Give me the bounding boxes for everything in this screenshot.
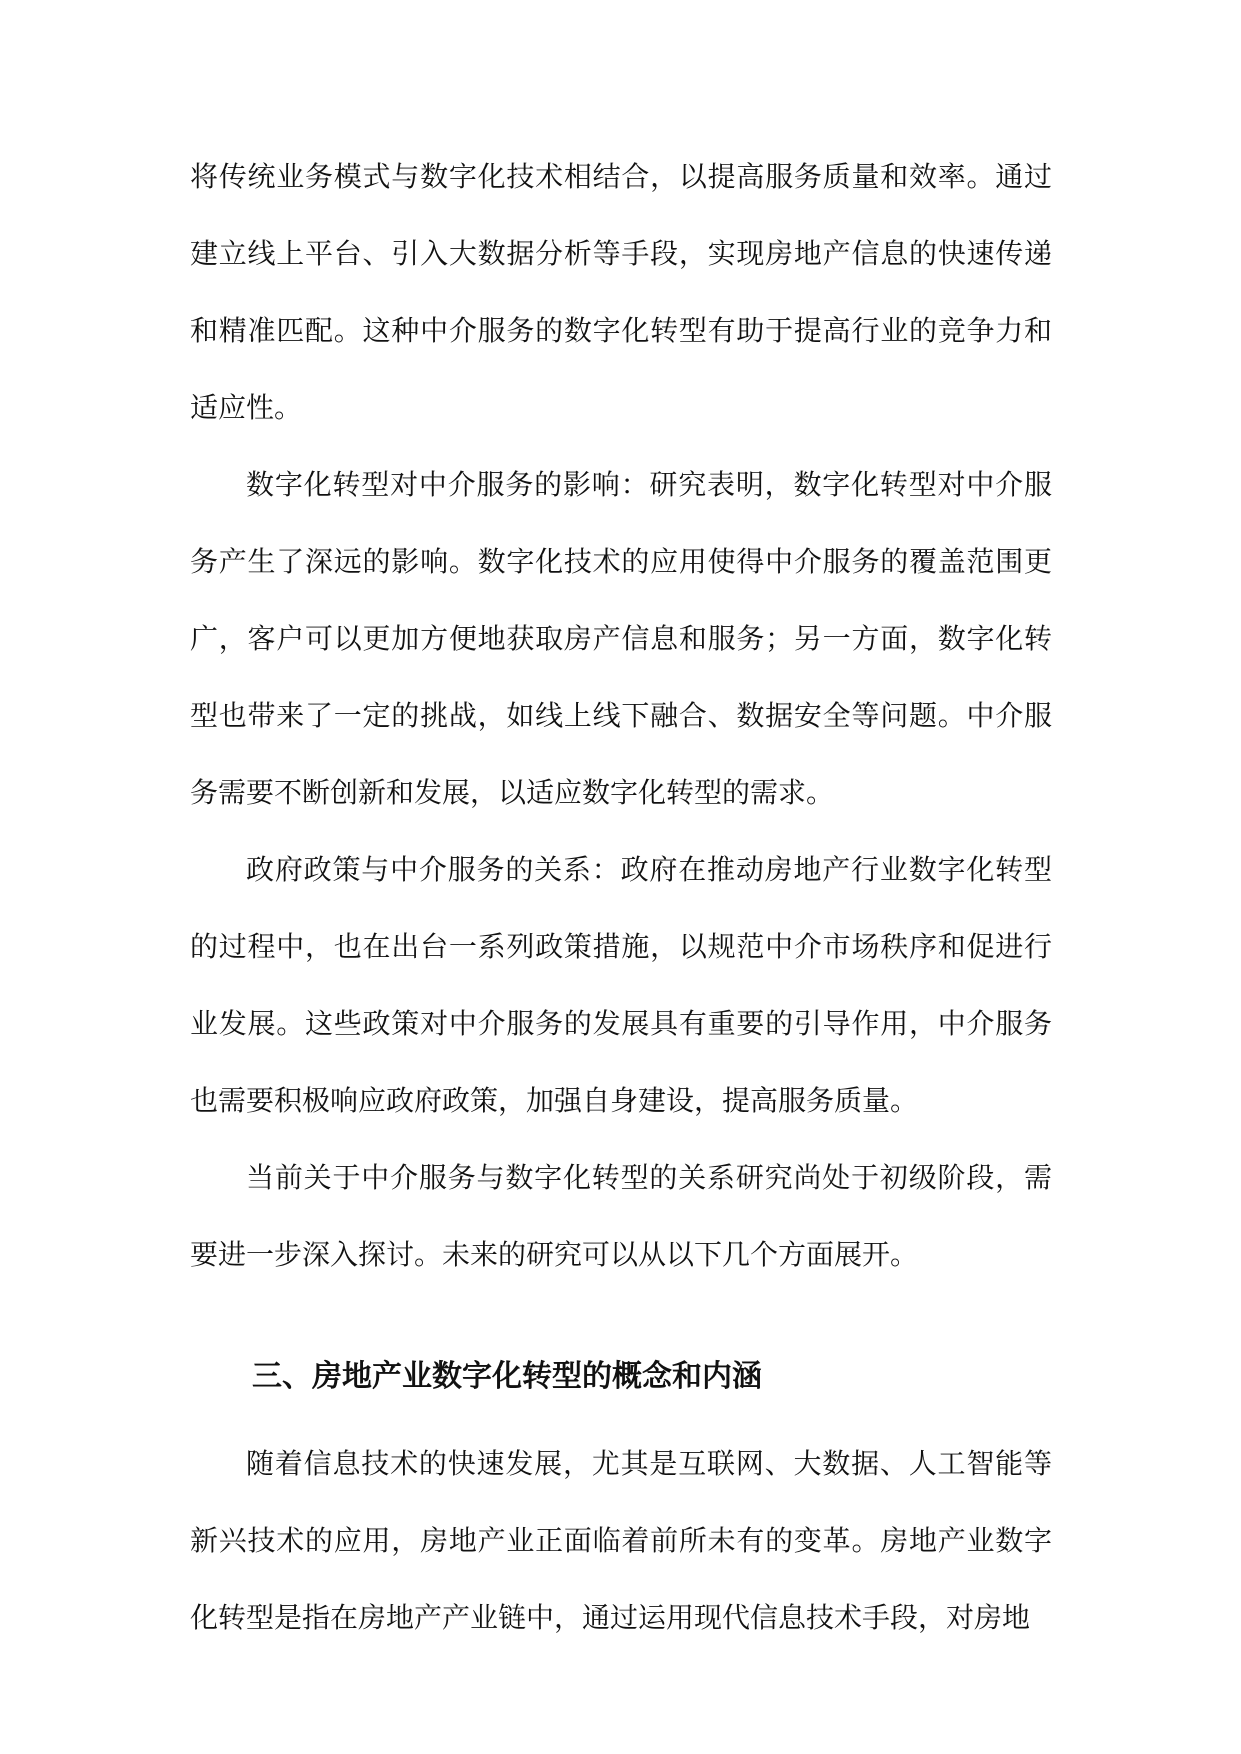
paragraph-5: 随着信息技术的快速发展，尤其是互联网、大数据、人工智能等新兴技术的应用，房地产业正面临着前所未有的变革。房地产业数字化转型是指在房地产产业链中，通过运用现代信息技术手段，对房地: [190, 1447, 1052, 1634]
paragraph-1: 将传统业务模式与数字化技术相结合，以提高服务质量和效率。通过建立线上平台、引入大数据分析等手段，实现房地产信息的快速传递和精准匹配。这种中介服务的数字化转型有助于提高行业的竞争力和适应性。: [190, 160, 1052, 424]
document-body: [190, 138, 1052, 1656]
paragraph-2: 数字化转型对中介服务的影响：研究表明，数字化转型对中介服务产生了深远的影响。数字化技术的应用使得中介服务的覆盖范围更广，客户可以更加方便地获取房产信息和服务；另一方面，数字化转型也带来了一定的挑战，如线上线下融合、数据安全等问题。中介服务需要不断创新和发展，以适应数字化转型的需求。: [190, 468, 1052, 809]
section-heading: 三、房地产业数字化转型的概念和内涵: [252, 1359, 762, 1394]
paragraph-3: 政府政策与中介服务的关系：政府在推动房地产行业数字化转型的过程中，也在出台一系列政策措施，以规范中介市场秩序和促进行业发展。这些政策对中介服务的发展具有重要的引导作用，中介服务也需要积极响应政府政策，加强自身建设，提高服务质量。: [190, 853, 1052, 1117]
paragraph-4: 当前关于中介服务与数字化转型的关系研究尚处于初级阶段，需要进一步深入探讨。未来的研究可以从以下几个方面展开。: [190, 1161, 1052, 1271]
